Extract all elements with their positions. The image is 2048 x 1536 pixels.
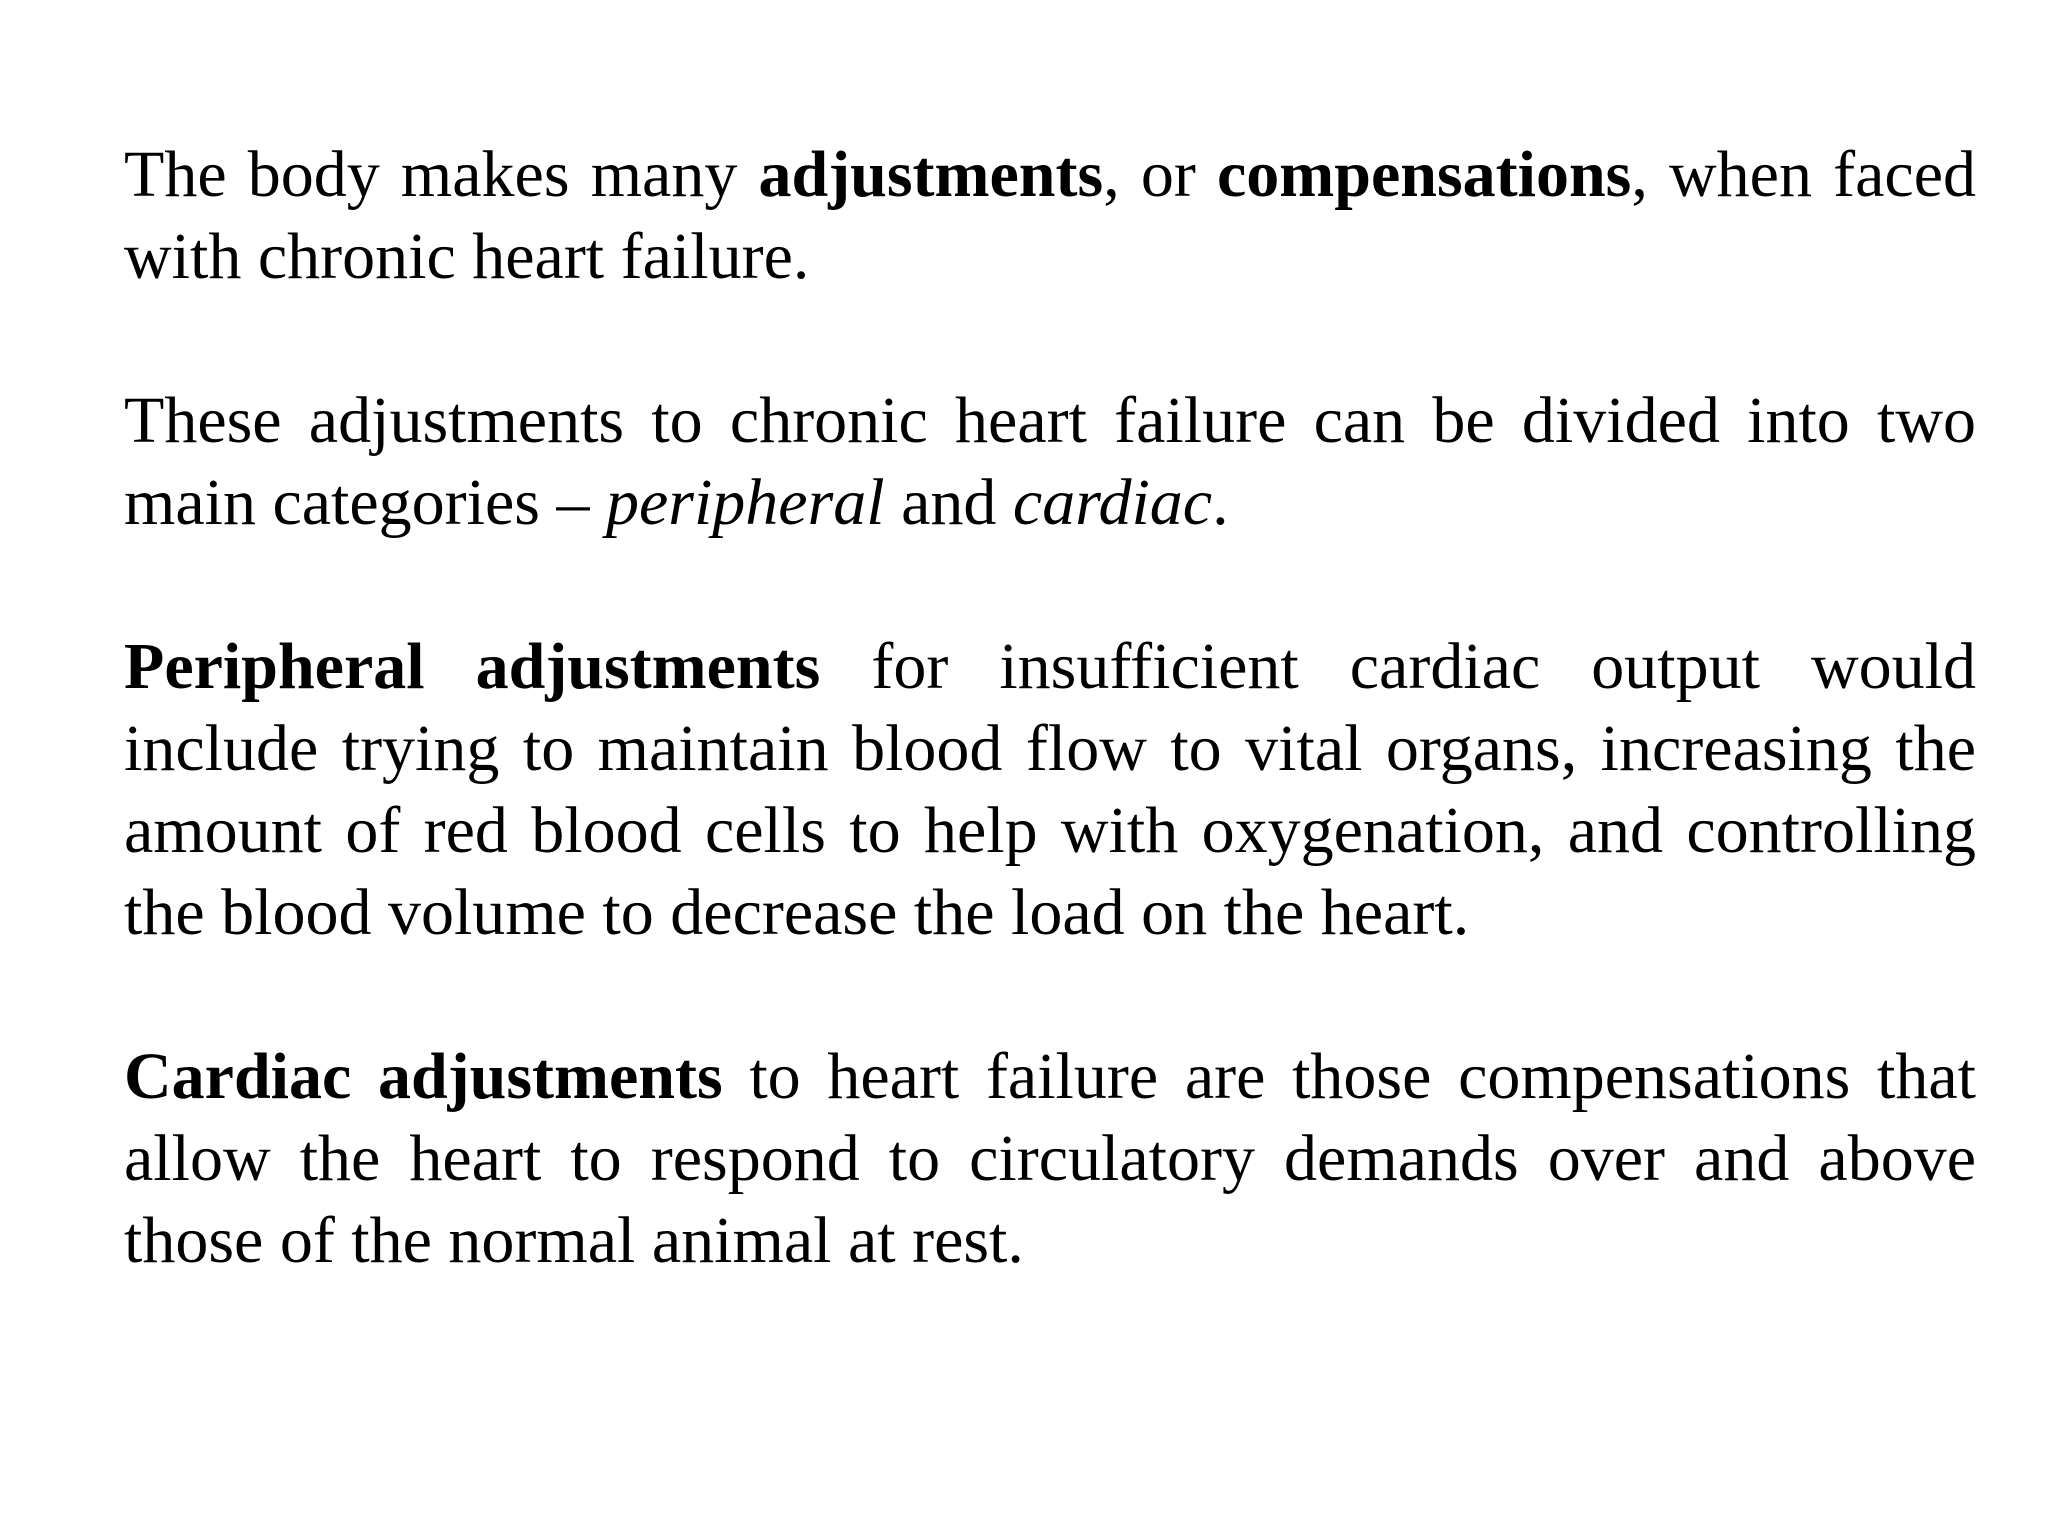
p4-text-1: to heart failure are those compensations that allow the heart to respond to circulatory demands over and above those of the normal animal at rest. [124,1040,1976,1277]
paragraph-cardiac-adjustments [124,1036,1976,1282]
p3-bold-peripheral-adjustments: Peripheral adjustments [124,630,821,703]
p1-text-2: , or [1103,138,1217,211]
p1-bold-adjustments: adjustments [758,138,1104,211]
p2-italic-cardiac: cardiac [1012,466,1213,539]
p2-text-2: and [884,466,1013,539]
paragraph-peripheral-adjustments [124,626,1976,954]
p1-text-1: The body makes many [124,138,759,211]
p1-text-3: , when faced with chronic heart failure. [124,138,1976,293]
paragraph-compensations [124,134,1976,298]
p2-italic-peripheral: peripheral [605,466,885,539]
slide-body [124,134,1976,1282]
p2-text-3: . [1212,466,1229,539]
p1-bold-compensations: compensations [1216,138,1632,211]
p2-text-1: These adjustments to chronic heart failure can be divided into two main categories – [124,384,1976,539]
p4-bold-cardiac-adjustments: Cardiac adjustments [124,1040,723,1113]
p3-text-1: for insufficient cardiac output would include trying to maintain blood flow to vital organs, increasing the amount of red blood cells to help with oxygenation, and controlling the blood volume to decrease the load on the heart. [124,630,1976,949]
paragraph-categories [124,380,1976,544]
